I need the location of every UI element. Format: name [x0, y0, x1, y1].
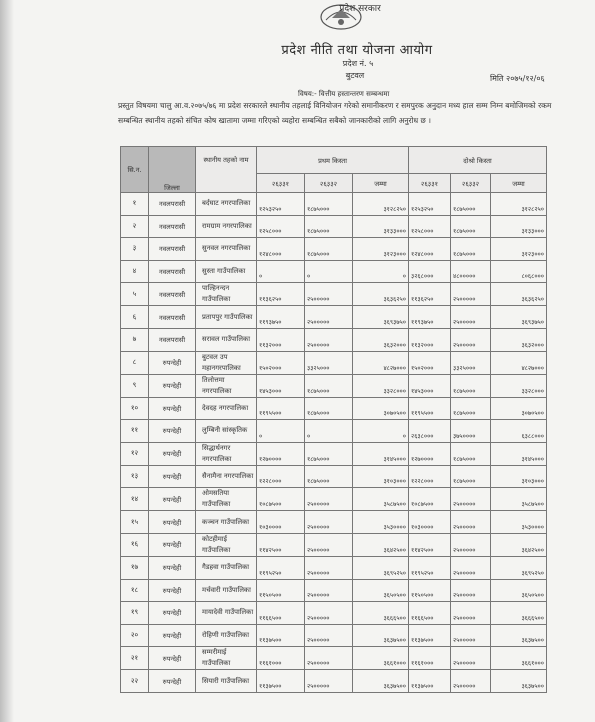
cell-s2: ३३२५०००: [451, 351, 491, 374]
cell-f1: १२२८०००: [257, 465, 305, 488]
cell-name: सुस्ता गाउँपालिका: [196, 260, 257, 283]
cell-f2: २५०००००: [305, 306, 353, 329]
cell-name: मर्चवारी गाउँपालिका: [196, 579, 257, 602]
cell-f2: २५०००००: [305, 647, 353, 670]
cell-f1: ११४२५००: [257, 533, 305, 556]
cell-s1: ११३६२५०: [409, 283, 451, 306]
cell-ft: ३६३६२५०: [353, 283, 409, 306]
cell-f1: ११३७५००: [257, 670, 305, 693]
cell-s2: १८७५०००: [451, 374, 491, 397]
subheader-26331: २६३३१: [257, 174, 305, 193]
cell-s1: ११९५२५०: [409, 556, 451, 579]
cell-s1: १०३००००: [409, 511, 451, 534]
cell-f1: १५०२०००: [257, 351, 305, 374]
cell-f2: २५०००००: [305, 556, 353, 579]
cell-f1: ०: [257, 420, 305, 443]
cell-f1: १०३००००: [257, 511, 305, 534]
cell-s1: ११९५५००: [409, 397, 451, 420]
cell-name: कञ्चन गाउँपालिका: [196, 511, 257, 534]
cell-st: ३६३७५००: [491, 670, 547, 693]
cell-sn: २०: [121, 624, 149, 647]
table-row: [121, 328, 547, 351]
cell-district: नवलपरासी: [149, 328, 196, 351]
cell-s1: १०८७५००: [409, 488, 451, 511]
cell-st: ४८२७०००: [491, 351, 547, 374]
cell-f2: २५०००००: [305, 602, 353, 625]
cell-st: ३१४५०००: [491, 442, 547, 465]
cell-s1: १५०२०००: [409, 351, 451, 374]
cell-f2: १८७५०००: [305, 374, 353, 397]
scan-shadow: [0, 0, 14, 722]
table-row: [121, 488, 547, 511]
cell-s1: ११३७५००: [409, 670, 451, 693]
cell-s2: २५०००००: [451, 533, 491, 556]
cell-name: प्रतापपुर गाउँपालिका: [196, 306, 257, 329]
cell-st: ३५८७५००: [491, 488, 547, 511]
cell-sn: १४: [121, 488, 149, 511]
cell-sn: २: [121, 215, 149, 238]
table-row: [121, 351, 547, 374]
cell-s1: ११३७५००: [409, 624, 451, 647]
cell-s2: २५०००००: [451, 556, 491, 579]
cell-s1: १४५३०००: [409, 374, 451, 397]
cell-ft: ३५३००००: [353, 511, 409, 534]
cell-f1: १२४८०००: [257, 238, 305, 261]
cell-s1: २६३८०००: [409, 420, 451, 443]
cell-sn: ६: [121, 306, 149, 329]
cell-ft: ३१२३०००: [353, 238, 409, 261]
cell-st: ३१२३०००: [491, 238, 547, 261]
cell-name: तिलोत्तमा नगरपालिका: [196, 374, 257, 397]
cell-f2: २५०००००: [305, 579, 353, 602]
cell-s2: ४८०००००: [451, 260, 491, 283]
col-header-sn: सि.न.: [121, 147, 149, 193]
cell-f2: १८७५०००: [305, 238, 353, 261]
subject-line: विषय:- वित्तीय हस्तान्तरण सम्बन्धमा: [298, 90, 390, 98]
cell-s2: ३७५००००: [451, 420, 491, 443]
subheader-26331-b: २६३३१: [409, 174, 451, 193]
cell-sn: २१: [121, 647, 149, 670]
cell-ft: ३६३२०००: [353, 328, 409, 351]
cell-name: सुनवल नगरपालिका: [196, 238, 257, 261]
cell-st: ३६९५२५०: [491, 556, 547, 579]
cell-sn: १०: [121, 397, 149, 420]
cell-district: रुपन्देही: [149, 670, 196, 693]
table-body: [121, 193, 547, 693]
cell-district: नवलपरासी: [149, 193, 196, 216]
col-header-second-installment: दोश्रो किस्ता: [409, 147, 547, 174]
cell-district: रुपन्देही: [149, 465, 196, 488]
table-row: [121, 670, 547, 693]
cell-district: नवलपरासी: [149, 283, 196, 306]
table-row: [121, 533, 547, 556]
cell-name: बर्दघाट नगरपालिका: [196, 193, 257, 216]
cell-ft: ३६९३७५०: [353, 306, 409, 329]
table-row: [121, 215, 547, 238]
table-row: [121, 397, 547, 420]
cell-ft: ३६९५२५०: [353, 556, 409, 579]
cell-f2: २५०००००: [305, 328, 353, 351]
cell-st: ३६५०५००: [491, 579, 547, 602]
cell-ft: ४८२७०००: [353, 351, 409, 374]
cell-s1: १२२८०००: [409, 465, 451, 488]
cell-f1: ११३२०००: [257, 328, 305, 351]
cell-s1: १२४८०००: [409, 238, 451, 261]
cell-district: रुपन्देही: [149, 624, 196, 647]
cell-f2: २५०००००: [305, 533, 353, 556]
cell-name: बुटवल उप महानगरपालिका: [196, 351, 257, 374]
table-row: [121, 579, 547, 602]
cell-s2: २५०००००: [451, 602, 491, 625]
cell-sn: ७: [121, 328, 149, 351]
cell-s2: २५०००००: [451, 579, 491, 602]
cell-district: नवलपरासी: [149, 260, 196, 283]
cell-s1: ११३२०००: [409, 328, 451, 351]
cell-district: रुपन्देही: [149, 397, 196, 420]
cell-sn: १९: [121, 602, 149, 625]
cell-district: रुपन्देही: [149, 533, 196, 556]
cell-st: ३६४२५००: [491, 533, 547, 556]
cell-s1: १२५३२५०: [409, 193, 451, 216]
cell-ft: ३६६१०००: [353, 647, 409, 670]
cell-s2: २५०००००: [451, 624, 491, 647]
cell-name: रामग्राम नगरपालिका: [196, 215, 257, 238]
cell-s2: २५०००००: [451, 488, 491, 511]
cell-name: ओमसतिया गाउँपालिका: [196, 488, 257, 511]
cell-st: ३६३७५००: [491, 624, 547, 647]
cell-f1: १२५३२५०: [257, 193, 305, 216]
cell-s2: १८७५०००: [451, 193, 491, 216]
cell-sn: १७: [121, 556, 149, 579]
cell-name: सरावल गाउँपालिका: [196, 328, 257, 351]
cell-f1: ११९५२५०: [257, 556, 305, 579]
cell-sn: १: [121, 193, 149, 216]
cell-f1: ११९३७५०: [257, 306, 305, 329]
table-row: [121, 260, 547, 283]
table-row: [121, 238, 547, 261]
cell-district: रुपन्देही: [149, 351, 196, 374]
cell-s1: १२५८०००: [409, 215, 451, 238]
intro-paragraph: प्रस्तुत विषयमा चालु आ.व.२०७५/७६ मा प्रदेश सरकारले स्थानीय तहलाई विनियोजन गरेको समानीकरण र समपुरक अनुदान मध्य हाल सम्म निम्न बमोजिमको रकम सम्बन्धित स्थानीय तहको संचित कोष खातामा जम्मा गरिएको व्यहोरा सम्बन्धित सबैको जानकारीको लागि अनुरोध छ ।: [118, 101, 552, 125]
cell-st: ३१३३०००: [491, 215, 547, 238]
table-row: [121, 374, 547, 397]
cell-district: रुपन्देही: [149, 442, 196, 465]
table-row: [121, 602, 547, 625]
cell-st: ३१०३०००: [491, 465, 547, 488]
cell-s2: १८७५०००: [451, 465, 491, 488]
cell-s2: १८७५०००: [451, 442, 491, 465]
cell-sn: १८: [121, 579, 149, 602]
cell-name: सम्मरीमाई गाउँपालिका: [196, 647, 257, 670]
cell-district: नवलपरासी: [149, 306, 196, 329]
table-row: [121, 556, 547, 579]
budget-table: [120, 146, 547, 693]
table-row: [121, 465, 547, 488]
cell-f1: ११३६२५०: [257, 283, 305, 306]
cell-name: रोहिणी गाउँपालिका: [196, 624, 257, 647]
cell-f2: १८७५०००: [305, 442, 353, 465]
cell-st: ३५३००००: [491, 511, 547, 534]
cell-s2: २५०००००: [451, 511, 491, 534]
cell-district: रुपन्देही: [149, 420, 196, 443]
cell-s2: २५०००००: [451, 647, 491, 670]
cell-ft: ३०७०५००: [353, 397, 409, 420]
cell-sn: १२: [121, 442, 149, 465]
cell-ft: ३१०३०००: [353, 465, 409, 488]
cell-ft: ३१३३०००: [353, 215, 409, 238]
cell-district: रुपन्देही: [149, 374, 196, 397]
cell-f1: ११६६५००: [257, 602, 305, 625]
cell-f2: १८७५०००: [305, 193, 353, 216]
col-header-first-installment: प्रथम किस्ता: [257, 147, 409, 174]
header-line-3: प्रदेश नं. ५: [342, 59, 374, 68]
header-office-title: प्रदेश नीति तथा योजना आयोग: [281, 43, 433, 58]
cell-ft: ३१४५०००: [353, 442, 409, 465]
cell-s2: १८७५०००: [451, 238, 491, 261]
cell-ft: ३६३७५००: [353, 624, 409, 647]
cell-s1: ११४२५००: [409, 533, 451, 556]
cell-ft: ३६४२५००: [353, 533, 409, 556]
cell-name: कोटहीमाई गाउँपालिका: [196, 533, 257, 556]
subheader-26332: २६३३२: [305, 174, 353, 193]
table-row: [121, 647, 547, 670]
cell-name: पाल्हिनन्दन गाउँपालिका: [196, 283, 257, 306]
cell-sn: ८: [121, 351, 149, 374]
cell-sn: १३: [121, 465, 149, 488]
cell-f1: १४५३०००: [257, 374, 305, 397]
cell-f2: ०: [305, 420, 353, 443]
cell-ft: ०: [353, 420, 409, 443]
cell-f2: २५०००००: [305, 670, 353, 693]
cell-f2: ०: [305, 260, 353, 283]
cell-f2: २५०००००: [305, 283, 353, 306]
cell-name: सिद्धार्थनगर नगरपालिका: [196, 442, 257, 465]
table-row: [121, 511, 547, 534]
cell-s2: २५०००००: [451, 306, 491, 329]
cell-st: ३६३६२५०: [491, 283, 547, 306]
cell-f1: ११५०५००: [257, 579, 305, 602]
cell-f1: १०८७५००: [257, 488, 305, 511]
cell-st: ३१२८२५०: [491, 193, 547, 216]
header-line-1: प्रदेश सरकार: [339, 4, 381, 14]
cell-ft: ३६३७५००: [353, 670, 409, 693]
cell-s2: १८७५०००: [451, 397, 491, 420]
table-row: [121, 442, 547, 465]
cell-district: रुपन्देही: [149, 647, 196, 670]
table-row: [121, 624, 547, 647]
cell-district: रुपन्देही: [149, 602, 196, 625]
cell-name: सियारी गाउँपालिका: [196, 670, 257, 693]
cell-f1: ११६१०००: [257, 647, 305, 670]
cell-sn: ५: [121, 283, 149, 306]
header-line-4: बुटवल: [345, 71, 365, 80]
cell-s2: १८७५०००: [451, 215, 491, 238]
subheader-26332-b: २६३३२: [451, 174, 491, 193]
cell-f1: १२५८०००: [257, 215, 305, 238]
table-row: [121, 193, 547, 216]
cell-s2: २५०००००: [451, 283, 491, 306]
cell-district: रुपन्देही: [149, 579, 196, 602]
cell-s2: २५०००००: [451, 328, 491, 351]
cell-district: रुपन्देही: [149, 556, 196, 579]
table-row: [121, 420, 547, 443]
cell-f2: २५०००००: [305, 624, 353, 647]
col-header-local-body: स्थानीय तहको नाम: [196, 147, 257, 193]
cell-st: ३६३२०००: [491, 328, 547, 351]
cell-f2: २५०००००: [305, 511, 353, 534]
cell-f2: १८७५०००: [305, 215, 353, 238]
cell-st: ६३८८०००: [491, 420, 547, 443]
cell-sn: ९: [121, 374, 149, 397]
cell-name: मायादेवी गाउँपालिका: [196, 602, 257, 625]
cell-f2: १८७५०००: [305, 397, 353, 420]
cell-ft: ०: [353, 260, 409, 283]
cell-s1: ११५०५००: [409, 579, 451, 602]
cell-ft: ३६५०५००: [353, 579, 409, 602]
cell-f1: ११९५५००: [257, 397, 305, 420]
cell-ft: ३१२८२५०: [353, 193, 409, 216]
cell-district: रुपन्देही: [149, 488, 196, 511]
cell-district: रुपन्देही: [149, 511, 196, 534]
cell-sn: ४: [121, 260, 149, 283]
cell-st: ३३२८०००: [491, 374, 547, 397]
cell-s1: ११६१०००: [409, 647, 451, 670]
cell-s1: ११९३७५०: [409, 306, 451, 329]
cell-sn: ११: [121, 420, 149, 443]
cell-district: नवलपरासी: [149, 238, 196, 261]
cell-sn: ३: [121, 238, 149, 261]
cell-st: ३६६१०००: [491, 647, 547, 670]
cell-f1: ०: [257, 260, 305, 283]
col-header-district: जिल्ला: [149, 147, 196, 193]
cell-sn: १५: [121, 511, 149, 534]
cell-f2: ३३२५०००: [305, 351, 353, 374]
cell-f2: २५०००००: [305, 488, 353, 511]
table-row: [121, 283, 547, 306]
cell-s1: ३२६८०००: [409, 260, 451, 283]
subheader-total: जम्मा: [353, 174, 409, 193]
subheader-total-b: जम्मा: [491, 174, 547, 193]
cell-s2: २५०००००: [451, 670, 491, 693]
cell-s1: १२७००००: [409, 442, 451, 465]
cell-sn: २२: [121, 670, 149, 693]
cell-st: ३०७०५००: [491, 397, 547, 420]
cell-ft: ३५८७५००: [353, 488, 409, 511]
cell-st: ३६९३७५०: [491, 306, 547, 329]
cell-st: ३६६६५००: [491, 602, 547, 625]
cell-f1: ११३७५००: [257, 624, 305, 647]
cell-f2: १८७५०००: [305, 465, 353, 488]
cell-s1: ११६६५००: [409, 602, 451, 625]
cell-district: नवलपरासी: [149, 215, 196, 238]
table-row: [121, 306, 547, 329]
cell-st: ८०६८०००: [491, 260, 547, 283]
cell-f1: १२७००००: [257, 442, 305, 465]
cell-name: देवदह नगरपालिका: [196, 397, 257, 420]
document-date: मिति २०७५/१२/०६: [490, 74, 545, 83]
cell-ft: ३३२८०००: [353, 374, 409, 397]
cell-name: लुम्बिनी सांस्कृतिक: [196, 420, 257, 443]
cell-name: सैनामैना नगरपालिका: [196, 465, 257, 488]
cell-sn: १६: [121, 533, 149, 556]
cell-ft: ३६६६५००: [353, 602, 409, 625]
cell-name: गैडहवा गाउँपालिका: [196, 556, 257, 579]
